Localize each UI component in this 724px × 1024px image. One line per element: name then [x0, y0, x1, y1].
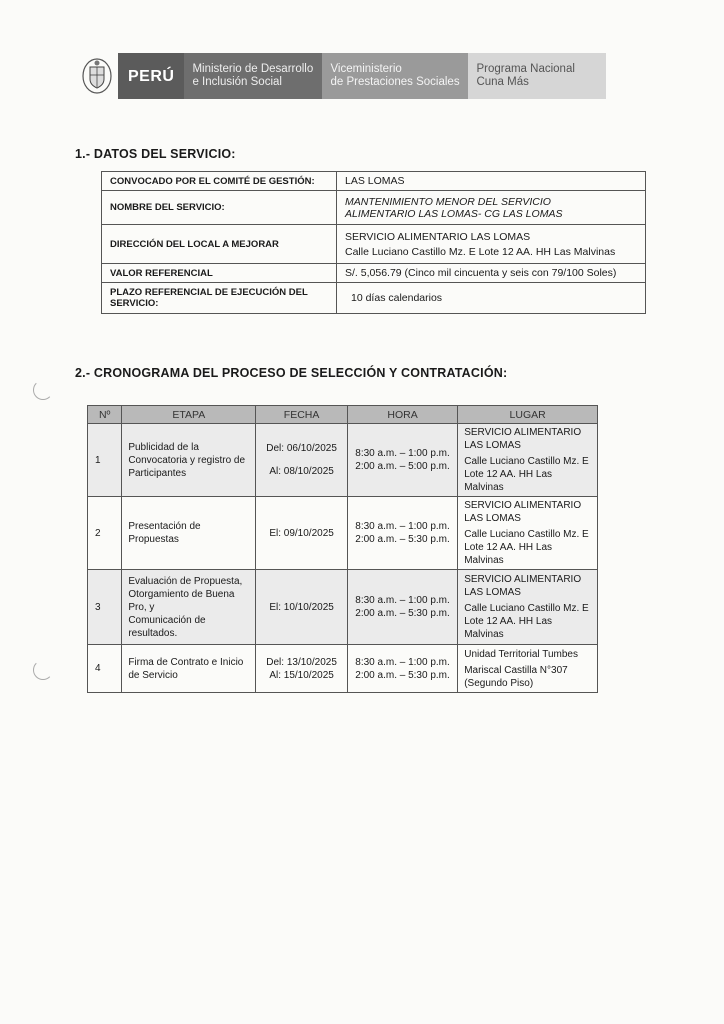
header-fecha: FECHA	[256, 406, 348, 424]
row-fecha	[256, 645, 348, 693]
row-value	[337, 225, 646, 264]
lugar-address: Calle Luciano Castillo Mz. E Lote 12 AA. HH Las Malvinas	[464, 529, 589, 566]
vice-line-2: de Prestaciones Sociales	[330, 76, 460, 88]
row-label: PLAZO REFERENCIAL DE EJECUCIÓN DEL SERVICIO:	[102, 283, 337, 314]
ministry-line-2: e Inclusión Social	[192, 76, 282, 88]
table-row	[102, 283, 646, 314]
row-hora	[347, 497, 457, 570]
table-row	[88, 497, 598, 570]
fecha-from: Del: 06/10/2025	[266, 443, 337, 454]
vice-ministry-label	[322, 53, 468, 99]
hora-afternoon: 2:00 a.m. – 5:00 p.m.	[355, 461, 450, 472]
row-num: 3	[88, 570, 122, 645]
hora-morning: 8:30 a.m. – 1:00 p.m.	[355, 595, 450, 606]
row-etapa: Presentación de Propuestas	[122, 497, 256, 570]
table-row	[102, 225, 646, 264]
table-row	[88, 645, 598, 693]
service-name-line-1: MANTENIMIENTO MENOR DEL SERVICIO	[345, 195, 551, 208]
lugar-address: Calle Luciano Castillo Mz. E Lote 12 AA. HH Las Malvinas	[464, 603, 589, 640]
row-etapa: Publicidad de la Convocatoria y registro de Participantes	[122, 424, 256, 497]
header-lugar: LUGAR	[458, 406, 598, 424]
row-label: CONVOCADO POR EL COMITÉ DE GESTIÓN:	[102, 172, 337, 191]
row-hora	[347, 424, 457, 497]
lugar-address: Mariscal Castilla N°307 (Segundo Piso)	[464, 664, 568, 689]
margin-mark	[33, 660, 53, 680]
margin-mark	[33, 380, 53, 400]
etapa-line-2: Comunicación de resultados.	[128, 614, 206, 639]
row-hora	[347, 570, 457, 645]
row-value: LAS LOMAS	[337, 172, 646, 191]
table-header-row	[88, 406, 598, 424]
table-row	[88, 424, 598, 497]
row-etapa	[122, 570, 256, 645]
hora-afternoon: 2:00 a.m. – 5:30 p.m.	[355, 608, 450, 619]
hora-morning: 8:30 a.m. – 1:00 p.m.	[355, 656, 450, 668]
lugar-name: SERVICIO ALIMENTARIO LAS LOMAS	[464, 427, 582, 451]
fecha-to: Al: 08/10/2025	[269, 466, 334, 477]
hora-afternoon: 2:00 a.m. – 5:30 p.m.	[355, 534, 450, 545]
program-line-2: Cuna Más	[476, 76, 529, 88]
row-hora	[347, 645, 457, 693]
table-row	[102, 191, 646, 225]
lugar-name: SERVICIO ALIMENTARIO LAS LOMAS	[464, 500, 582, 524]
row-etapa: Firma de Contrato e Inicio de Servicio	[122, 645, 256, 693]
hora-morning: 8:30 a.m. – 1:00 p.m.	[355, 521, 450, 532]
program-label	[468, 53, 606, 99]
address-line-1: SERVICIO ALIMENTARIO LAS LOMAS	[345, 230, 531, 243]
row-fecha	[256, 424, 348, 497]
vice-line-1: Viceministerio	[330, 63, 402, 75]
table-row	[102, 264, 646, 283]
row-lugar	[458, 645, 598, 693]
header-etapa: ETAPA	[122, 406, 256, 424]
hora-afternoon: 2:00 a.m. – 5:30 p.m.	[355, 669, 450, 681]
lugar-name: Unidad Territorial Tumbes	[464, 648, 578, 660]
address-line-2: Calle Luciano Castillo Mz. E Lote 12 AA. HH Las Malvinas	[345, 245, 616, 258]
coat-of-arms-icon	[80, 56, 114, 96]
fecha-to: Al: 15/10/2025	[269, 669, 334, 681]
lugar-name: SERVICIO ALIMENTARIO LAS LOMAS	[464, 574, 582, 598]
row-value: S/. 5,056.79 (Cinco mil cincuenta y seis con 79/100 Soles)	[337, 264, 646, 283]
program-line-1: Programa Nacional	[476, 63, 575, 75]
hora-morning: 8:30 a.m. – 1:00 p.m.	[355, 448, 450, 459]
row-label: NOMBRE DEL SERVICIO:	[102, 191, 337, 225]
section-1-title: 1.- DATOS DEL SERVICIO:	[75, 147, 236, 161]
row-fecha: El: 09/10/2025	[256, 497, 348, 570]
lugar-address: Calle Luciano Castillo Mz. E Lote 12 AA. HH Las Malvinas	[464, 456, 589, 493]
table-row	[102, 172, 646, 191]
header-num: Nº	[88, 406, 122, 424]
row-label: DIRECCIÓN DEL LOCAL A MEJORAR	[102, 225, 337, 264]
row-value	[337, 191, 646, 225]
row-lugar	[458, 570, 598, 645]
row-label: VALOR REFERENCIAL	[102, 264, 337, 283]
row-value: 10 días calendarios	[337, 283, 646, 314]
row-lugar	[458, 497, 598, 570]
service-data-table	[101, 171, 646, 314]
ministry-line-1: Ministerio de Desarrollo	[192, 63, 314, 75]
table-row	[88, 570, 598, 645]
section-2-title: 2.- CRONOGRAMA DEL PROCESO DE SELECCIÓN Y CONTRATACIÓN:	[75, 366, 508, 380]
header-hora: HORA	[347, 406, 457, 424]
row-num: 2	[88, 497, 122, 570]
country-label: PERÚ	[118, 53, 184, 99]
service-name-line-2: ALIMENTARIO LAS LOMAS- CG LAS LOMAS	[345, 207, 563, 220]
row-num: 4	[88, 645, 122, 693]
row-fecha: El: 10/10/2025	[256, 570, 348, 645]
fecha-from: Del: 13/10/2025	[266, 656, 337, 668]
schedule-table	[87, 405, 598, 693]
etapa-line-1: Evaluación de Propuesta, Otorgamiento de Buena Pro, y	[128, 575, 243, 613]
ministry-label	[184, 53, 322, 99]
row-lugar	[458, 424, 598, 497]
row-num: 1	[88, 424, 122, 497]
institution-banner	[80, 53, 606, 99]
